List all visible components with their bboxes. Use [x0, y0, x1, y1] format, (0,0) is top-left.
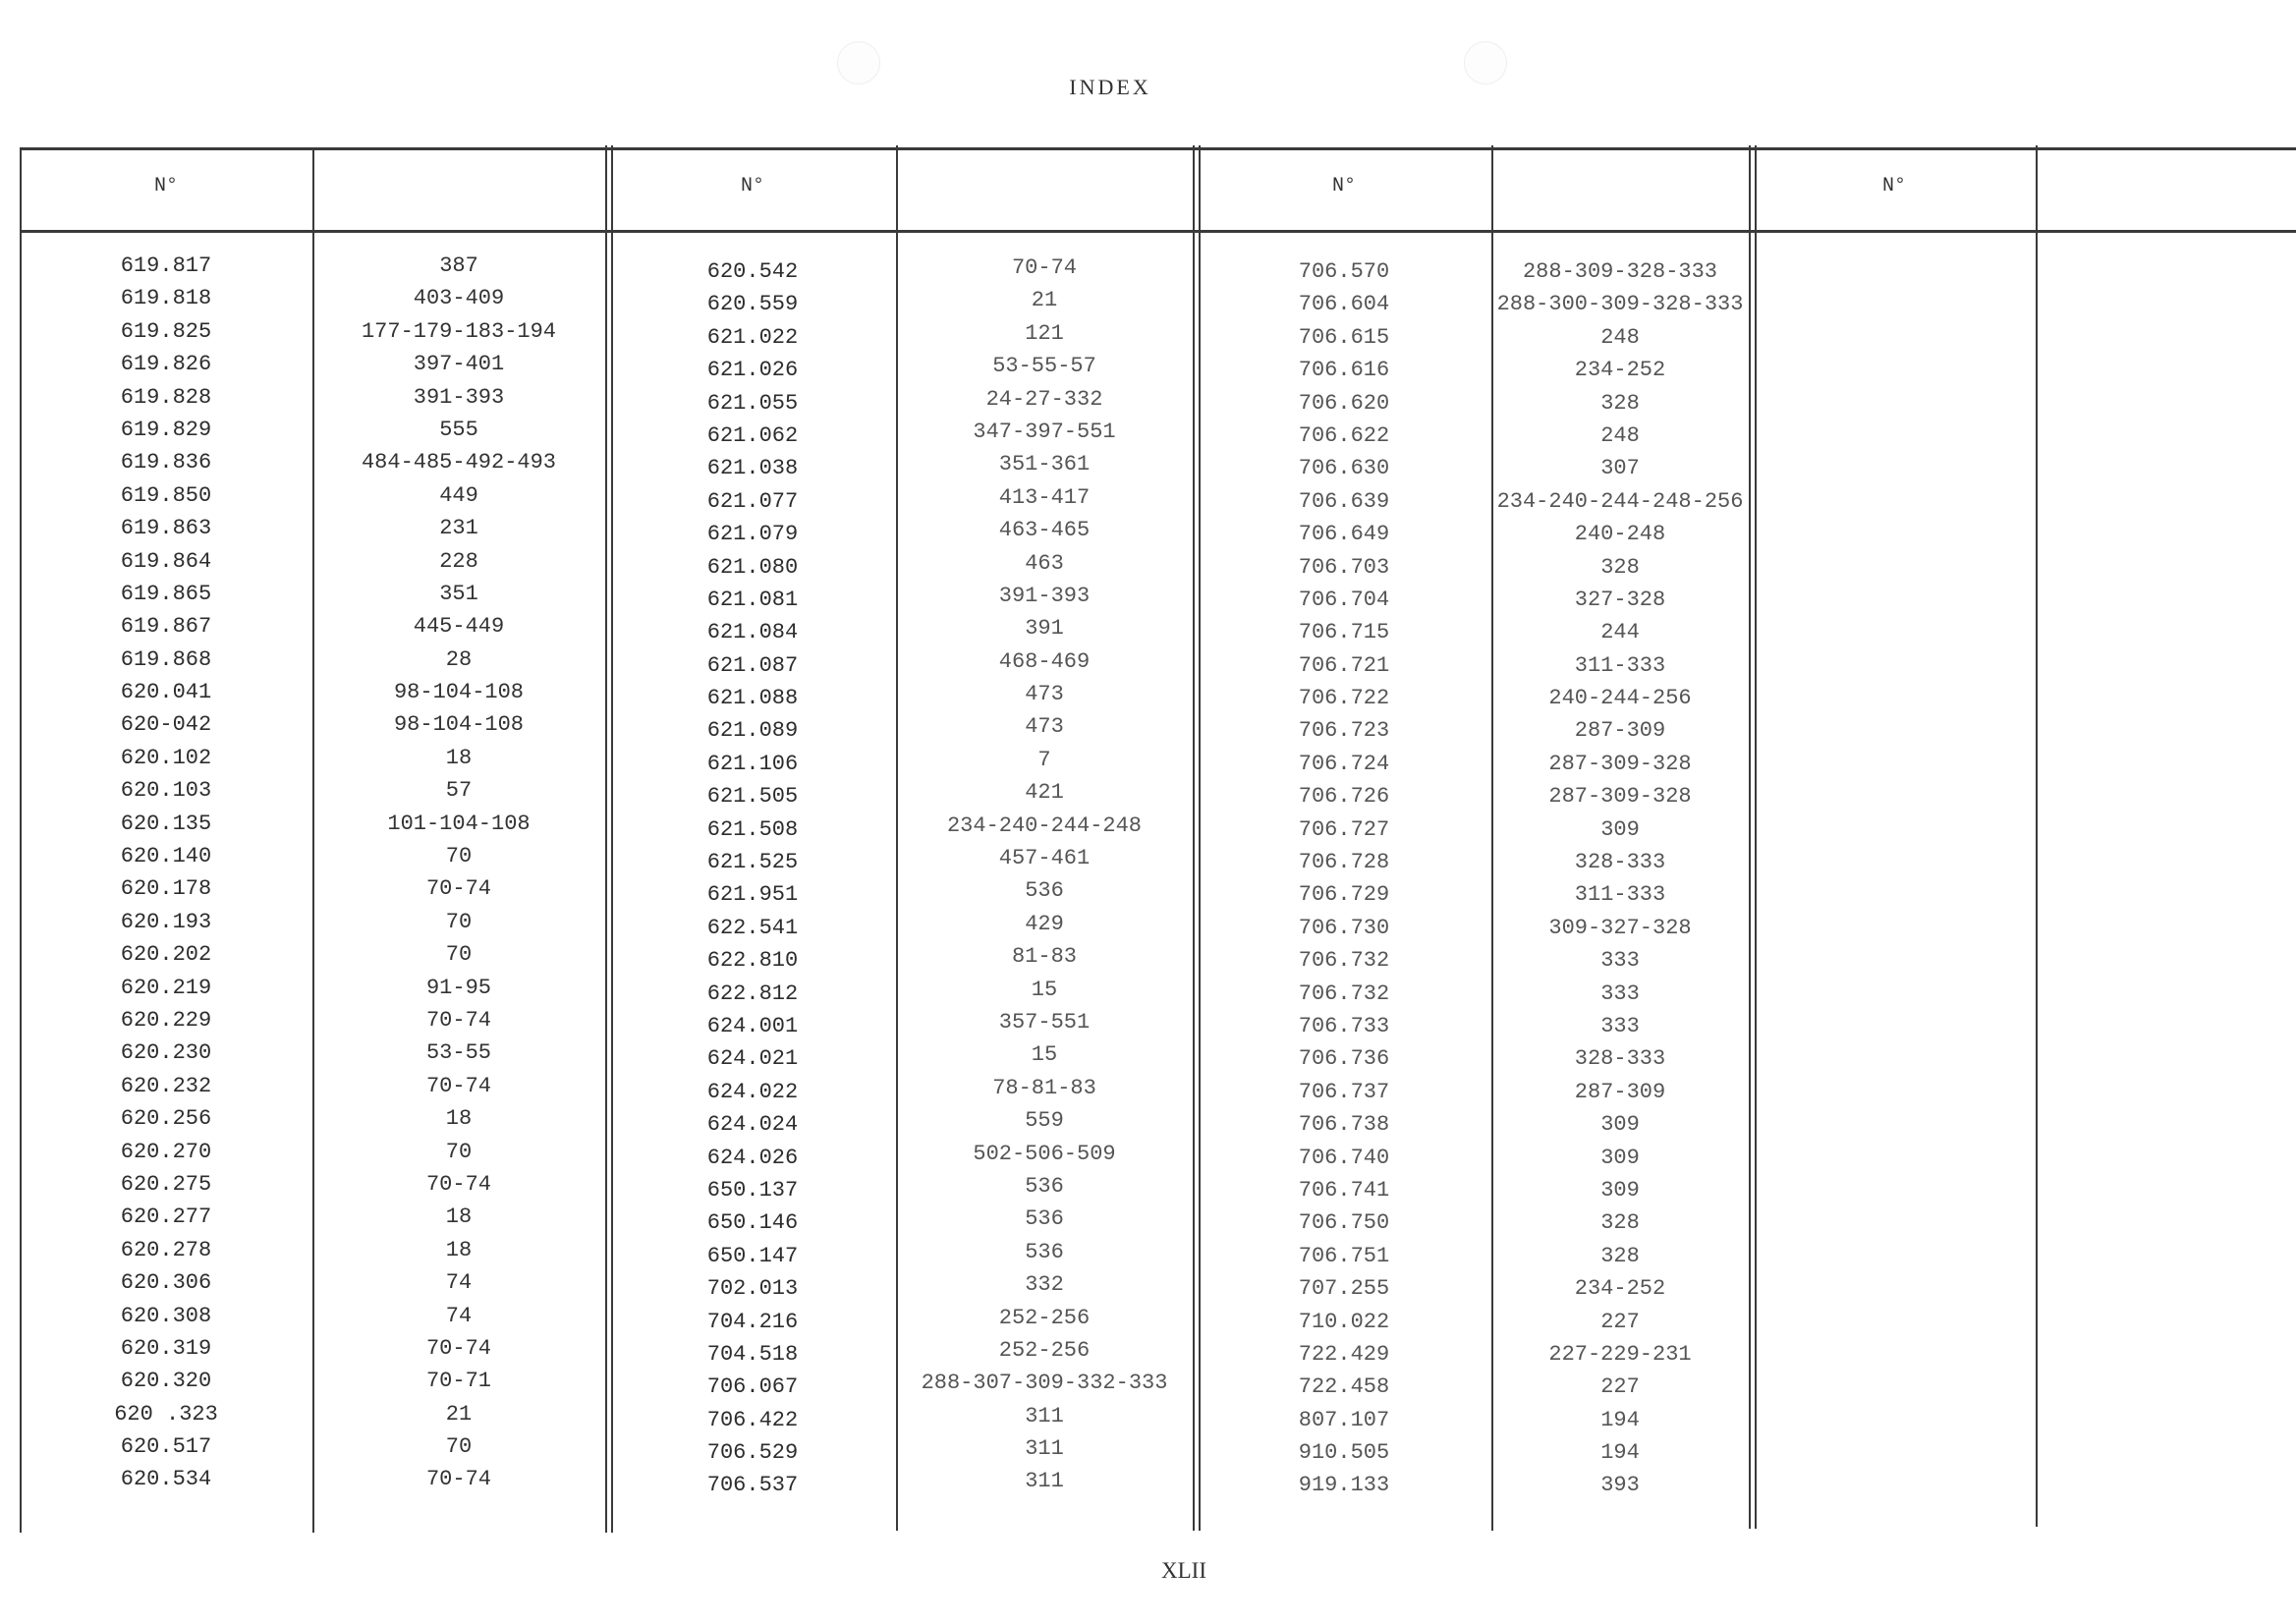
index-page-reference: 15: [1031, 977, 1058, 1002]
index-page-reference: 18: [445, 1237, 473, 1262]
index-page-reference: 309: [1600, 1145, 1640, 1170]
index-page-reference: 240-248: [1574, 522, 1666, 547]
index-page-reference: 328: [1600, 390, 1640, 416]
index-page-reference: 234-252: [1574, 358, 1666, 383]
index-page-reference: 327-328: [1574, 587, 1666, 612]
index-number: 621.088: [706, 686, 799, 711]
index-page-reference: 328-333: [1574, 1046, 1666, 1072]
column-header-number-3: N°: [1331, 175, 1356, 197]
index-number: 706.750: [1298, 1210, 1390, 1236]
index-number: 619.863: [120, 516, 212, 541]
index-number: 620.306: [120, 1270, 212, 1296]
index-page-reference: 559: [1025, 1108, 1064, 1134]
index-page-reference: 70-74: [425, 1171, 491, 1197]
index-page-reference: 70-74: [425, 1335, 491, 1361]
page-number: XLII: [1161, 1558, 1206, 1583]
index-number: 621.077: [706, 488, 799, 514]
index-page-reference: 502-506-509: [973, 1141, 1116, 1166]
index-page-reference: 98-104-108: [393, 712, 525, 738]
index-page-reference: 332: [1025, 1272, 1064, 1298]
index-number: 706.604: [1298, 292, 1390, 317]
index-page-reference: 328: [1600, 554, 1640, 580]
index-number: 621.084: [706, 620, 799, 645]
index-number: 706.736: [1298, 1046, 1390, 1072]
index-page-reference: 57: [445, 778, 473, 804]
index-page-reference: 231: [439, 516, 478, 541]
index-number: 702.013: [706, 1276, 799, 1302]
index-page-reference: 311: [1025, 1469, 1064, 1494]
index-number: 621.062: [706, 422, 799, 448]
index-number: 621.106: [706, 751, 799, 776]
index-number: 706.726: [1298, 784, 1390, 810]
index-number: 619.826: [120, 352, 212, 377]
index-number: 620.103: [120, 778, 212, 804]
index-page-reference: 248: [1600, 422, 1640, 448]
index-page-reference: 15: [1031, 1042, 1058, 1068]
index-page-reference: 311-333: [1574, 652, 1666, 678]
index-page-reference: 287-309: [1574, 1079, 1666, 1104]
section-2-number-column: [609, 255, 896, 1502]
index-page-reference: 7: [1037, 747, 1051, 772]
index-page-reference: 21: [1031, 288, 1058, 313]
index-number: 624.022: [706, 1079, 799, 1104]
index-number: 620.270: [120, 1139, 212, 1164]
index-page-reference: 463: [1025, 550, 1064, 576]
index-number: 620.559: [706, 292, 799, 317]
index-page-reference: 70: [445, 909, 473, 934]
index-page-reference: 18: [445, 1204, 473, 1230]
index-page-reference: 347-397-551: [973, 419, 1116, 444]
index-number: 620.202: [120, 942, 212, 968]
index-page-reference: 70: [445, 942, 473, 968]
index-page-reference: 18: [445, 1106, 473, 1132]
index-number: 706.732: [1298, 948, 1390, 974]
index-page-reference: 397-401: [413, 352, 505, 377]
section-3-page-column: [1491, 255, 1749, 1502]
index-page-reference: 234-240-244-248-256: [1496, 488, 1744, 514]
index-page-reference: 328: [1600, 1210, 1640, 1236]
index-number: 704.216: [706, 1309, 799, 1334]
section-4-divider: [2036, 145, 2038, 1527]
index-page-reference: 287-309-328: [1548, 784, 1692, 810]
index-number: 722.458: [1298, 1374, 1390, 1400]
index-page-reference: 53-55-57: [992, 354, 1096, 379]
index-page-reference: 70-74: [425, 1073, 491, 1098]
index-page-reference: 536: [1025, 1239, 1064, 1264]
index-number: 621.081: [706, 587, 799, 612]
column-header-number-1: N°: [153, 175, 178, 197]
index-page-reference: 248: [1600, 324, 1640, 350]
index-number: 624.024: [706, 1112, 799, 1138]
column-header-number-4: N°: [1881, 175, 1906, 197]
index-page-reference: 194: [1600, 1407, 1640, 1432]
index-number: 619.818: [120, 286, 212, 311]
table-header-rule: [20, 230, 2296, 233]
index-number: 621.026: [706, 358, 799, 383]
index-number: 707.255: [1298, 1276, 1390, 1302]
index-page-reference: 228: [439, 548, 478, 574]
index-page-reference: 457-461: [998, 846, 1091, 871]
index-page-reference: 393: [1600, 1473, 1640, 1498]
index-page-reference: 287-309: [1574, 718, 1666, 744]
index-page-reference: 333: [1600, 948, 1640, 974]
index-page-reference: 74: [445, 1270, 473, 1296]
index-number: 620.319: [120, 1335, 212, 1361]
index-page-reference: 227-229-231: [1548, 1341, 1692, 1367]
index-page-reference: 194: [1600, 1440, 1640, 1466]
index-number: 706.649: [1298, 522, 1390, 547]
index-number: 706.620: [1298, 390, 1390, 416]
index-page-reference: 70: [445, 1434, 473, 1460]
index-page-reference: 70-74: [1011, 255, 1077, 280]
column-header-number-2: N°: [740, 175, 764, 197]
index-number: 807.107: [1298, 1407, 1390, 1432]
index-number: 706.704: [1298, 587, 1390, 612]
index-page-reference: 449: [439, 482, 478, 508]
index-page-reference: 421: [1025, 780, 1064, 806]
index-number: 619.865: [120, 581, 212, 606]
index-number: 706.615: [1298, 324, 1390, 350]
page-title: INDEX: [1069, 75, 1151, 99]
index-number: 620-042: [120, 712, 212, 738]
index-number: 706.737: [1298, 1079, 1390, 1104]
index-page-reference: 309: [1600, 816, 1640, 842]
index-number: 620.534: [120, 1467, 212, 1492]
index-number: 619.864: [120, 548, 212, 574]
index-page-reference: 309-327-328: [1548, 915, 1692, 940]
section-3-4-double-rule: [1749, 145, 1757, 1529]
index-number: 620.277: [120, 1204, 212, 1230]
index-page-reference: 311: [1025, 1403, 1064, 1428]
index-page-reference: 28: [445, 646, 473, 672]
index-page-reference: 101-104-108: [387, 811, 531, 836]
index-number: 620.219: [120, 975, 212, 1000]
index-number: 621.038: [706, 456, 799, 481]
table-top-rule: [20, 147, 2296, 150]
index-number: 706.639: [1298, 488, 1390, 514]
index-page-reference: 403-409: [413, 286, 505, 311]
index-number: 706.732: [1298, 980, 1390, 1006]
index-page-reference: 288-307-309-332-333: [921, 1371, 1168, 1396]
index-page-reference: 24-27-332: [985, 386, 1103, 412]
section-2-page-column: [896, 252, 1193, 1498]
index-number: 706.703: [1298, 554, 1390, 580]
index-page-reference: 413-417: [998, 484, 1091, 510]
index-number: 619.825: [120, 318, 212, 344]
index-page-reference: 391-393: [998, 583, 1091, 608]
index-number: 706.741: [1298, 1177, 1390, 1203]
index-page-reference: 391-393: [413, 384, 505, 410]
index-number: 620.041: [120, 680, 212, 705]
index-number: 621.505: [706, 784, 799, 810]
index-page-reference: 234-252: [1574, 1276, 1666, 1302]
index-number: 619.850: [120, 482, 212, 508]
index-number: 704.518: [706, 1341, 799, 1367]
index-page-reference: 244: [1600, 620, 1640, 645]
index-page-reference: 484-485-492-493: [361, 450, 557, 476]
index-page-reference: 177-179-183-194: [361, 318, 557, 344]
index-number: 706.728: [1298, 850, 1390, 875]
index-page-reference: 70: [445, 1139, 473, 1164]
index-page-reference: 53-55: [425, 1040, 491, 1066]
index-number: 706.067: [706, 1374, 799, 1400]
index-number: 706.630: [1298, 456, 1390, 481]
index-page-reference: 307: [1600, 456, 1640, 481]
index-page-reference: 357-551: [998, 1009, 1091, 1035]
index-number: 706.722: [1298, 686, 1390, 711]
index-table: [20, 145, 2296, 1533]
index-number: 706.537: [706, 1473, 799, 1498]
index-number: 706.733: [1298, 1013, 1390, 1038]
index-number: 706.721: [1298, 652, 1390, 678]
index-page-reference: 234-240-244-248: [946, 812, 1143, 838]
index-page-reference: 121: [1025, 320, 1064, 346]
index-number: 620.229: [120, 1007, 212, 1033]
index-number: 624.026: [706, 1145, 799, 1170]
index-number: 650.147: [706, 1243, 799, 1268]
index-page-reference: 555: [439, 417, 478, 442]
index-number: 619.836: [120, 450, 212, 476]
index-number: 919.133: [1298, 1473, 1390, 1498]
index-page-reference: 429: [1025, 911, 1064, 936]
index-page-reference: 70-74: [425, 1467, 491, 1492]
index-number: 621.079: [706, 522, 799, 547]
index-number: 650.146: [706, 1210, 799, 1236]
index-page-reference: 227: [1600, 1374, 1640, 1400]
index-number: 620.135: [120, 811, 212, 836]
index-page-reference: 309: [1600, 1112, 1640, 1138]
index-number: 621.951: [706, 882, 799, 908]
index-number: 706.724: [1298, 751, 1390, 776]
index-page-reference: 78-81-83: [992, 1075, 1096, 1100]
index-number: 619.829: [120, 417, 212, 442]
index-number: 619.867: [120, 614, 212, 640]
index-number: 622.810: [706, 948, 799, 974]
index-page-reference: 351: [439, 581, 478, 606]
index-page-reference: 70-74: [425, 876, 491, 902]
index-page-reference: 70-71: [425, 1369, 491, 1394]
index-page-reference: 252-256: [998, 1305, 1091, 1330]
index-number: 621.055: [706, 390, 799, 416]
index-page-reference: 287-309-328: [1548, 751, 1692, 776]
index-number: 622.812: [706, 980, 799, 1006]
index-number: 706.738: [1298, 1112, 1390, 1138]
index-number: 620.308: [120, 1303, 212, 1328]
index-page-reference: 473: [1025, 714, 1064, 740]
index-page-reference: 74: [445, 1303, 473, 1328]
index-page-reference: 328: [1600, 1243, 1640, 1268]
index-page-reference: 468-469: [998, 648, 1091, 674]
index-number: 619.828: [120, 384, 212, 410]
index-number: 621.087: [706, 652, 799, 678]
index-page-reference: 463-465: [998, 518, 1091, 543]
index-number: 620.140: [120, 844, 212, 869]
index-number: 706.422: [706, 1407, 799, 1432]
index-page-reference: 81-83: [1011, 944, 1077, 970]
index-number: 706.616: [1298, 358, 1390, 383]
index-page-reference: 91-95: [425, 975, 491, 1000]
index-number: 620.542: [706, 259, 799, 284]
index-number: 620.102: [120, 745, 212, 770]
index-number: 620 .323: [114, 1401, 218, 1427]
index-number: 624.001: [706, 1013, 799, 1038]
index-page-reference: 351-361: [998, 452, 1091, 477]
index-number: 706.730: [1298, 915, 1390, 940]
index-number: 710.022: [1298, 1309, 1390, 1334]
index-number: 706.570: [1298, 259, 1390, 284]
index-page-reference: 227: [1600, 1309, 1640, 1334]
index-number: 620.230: [120, 1040, 212, 1066]
index-number: 620.278: [120, 1237, 212, 1262]
index-number: 624.021: [706, 1046, 799, 1072]
index-number: 620.320: [120, 1369, 212, 1394]
index-page-reference: 309: [1600, 1177, 1640, 1203]
section-3-number-column: [1197, 255, 1491, 1502]
index-page-reference: 536: [1025, 1206, 1064, 1232]
index-number: 706.622: [1298, 422, 1390, 448]
index-page-reference: 288-300-309-328-333: [1496, 292, 1744, 317]
index-number: 621.508: [706, 816, 799, 842]
index-page-reference: 70-74: [425, 1007, 491, 1033]
index-number: 620.256: [120, 1106, 212, 1132]
index-number: 650.137: [706, 1177, 799, 1203]
index-number: 910.505: [1298, 1440, 1390, 1466]
index-page-reference: 311: [1025, 1436, 1064, 1462]
index-page-reference: 536: [1025, 878, 1064, 904]
index-page-reference: 18: [445, 745, 473, 770]
index-number: 706.740: [1298, 1145, 1390, 1170]
index-number: 706.723: [1298, 718, 1390, 744]
index-page-reference: 473: [1025, 682, 1064, 707]
index-page-reference: 311-333: [1574, 882, 1666, 908]
index-number: 619.817: [120, 253, 212, 278]
index-number: 620.232: [120, 1073, 212, 1098]
index-number: 706.529: [706, 1440, 799, 1466]
index-number: 620.517: [120, 1434, 212, 1460]
index-number: 706.729: [1298, 882, 1390, 908]
index-page-reference: 536: [1025, 1173, 1064, 1199]
index-number: 621.525: [706, 850, 799, 875]
index-page-reference: 333: [1600, 1013, 1640, 1038]
index-number: 706.751: [1298, 1243, 1390, 1268]
index-page-reference: 391: [1025, 616, 1064, 642]
index-number: 620.178: [120, 876, 212, 902]
index-page-reference: 445-449: [413, 614, 505, 640]
index-number: 622.541: [706, 915, 799, 940]
section-1-page-column: [312, 250, 605, 1496]
index-page-reference: 288-309-328-333: [1522, 259, 1718, 284]
index-page-reference: 98-104-108: [393, 680, 525, 705]
index-number: 620.275: [120, 1171, 212, 1197]
index-page-reference: 21: [445, 1401, 473, 1427]
section-1-number-column: [20, 250, 312, 1496]
index-page-reference: 70: [445, 844, 473, 869]
index-page-reference: 328-333: [1574, 850, 1666, 875]
index-number: 621.080: [706, 554, 799, 580]
index-page-reference: 387: [439, 253, 478, 278]
index-page-reference: 333: [1600, 980, 1640, 1006]
index-number: 706.715: [1298, 620, 1390, 645]
index-number: 621.022: [706, 324, 799, 350]
index-number: 706.727: [1298, 816, 1390, 842]
index-page-reference: 252-256: [998, 1337, 1091, 1363]
index-number: 619.868: [120, 646, 212, 672]
index-number: 722.429: [1298, 1341, 1390, 1367]
index-number: 620.193: [120, 909, 212, 934]
index-page-reference: 240-244-256: [1548, 686, 1692, 711]
index-number: 621.089: [706, 718, 799, 744]
